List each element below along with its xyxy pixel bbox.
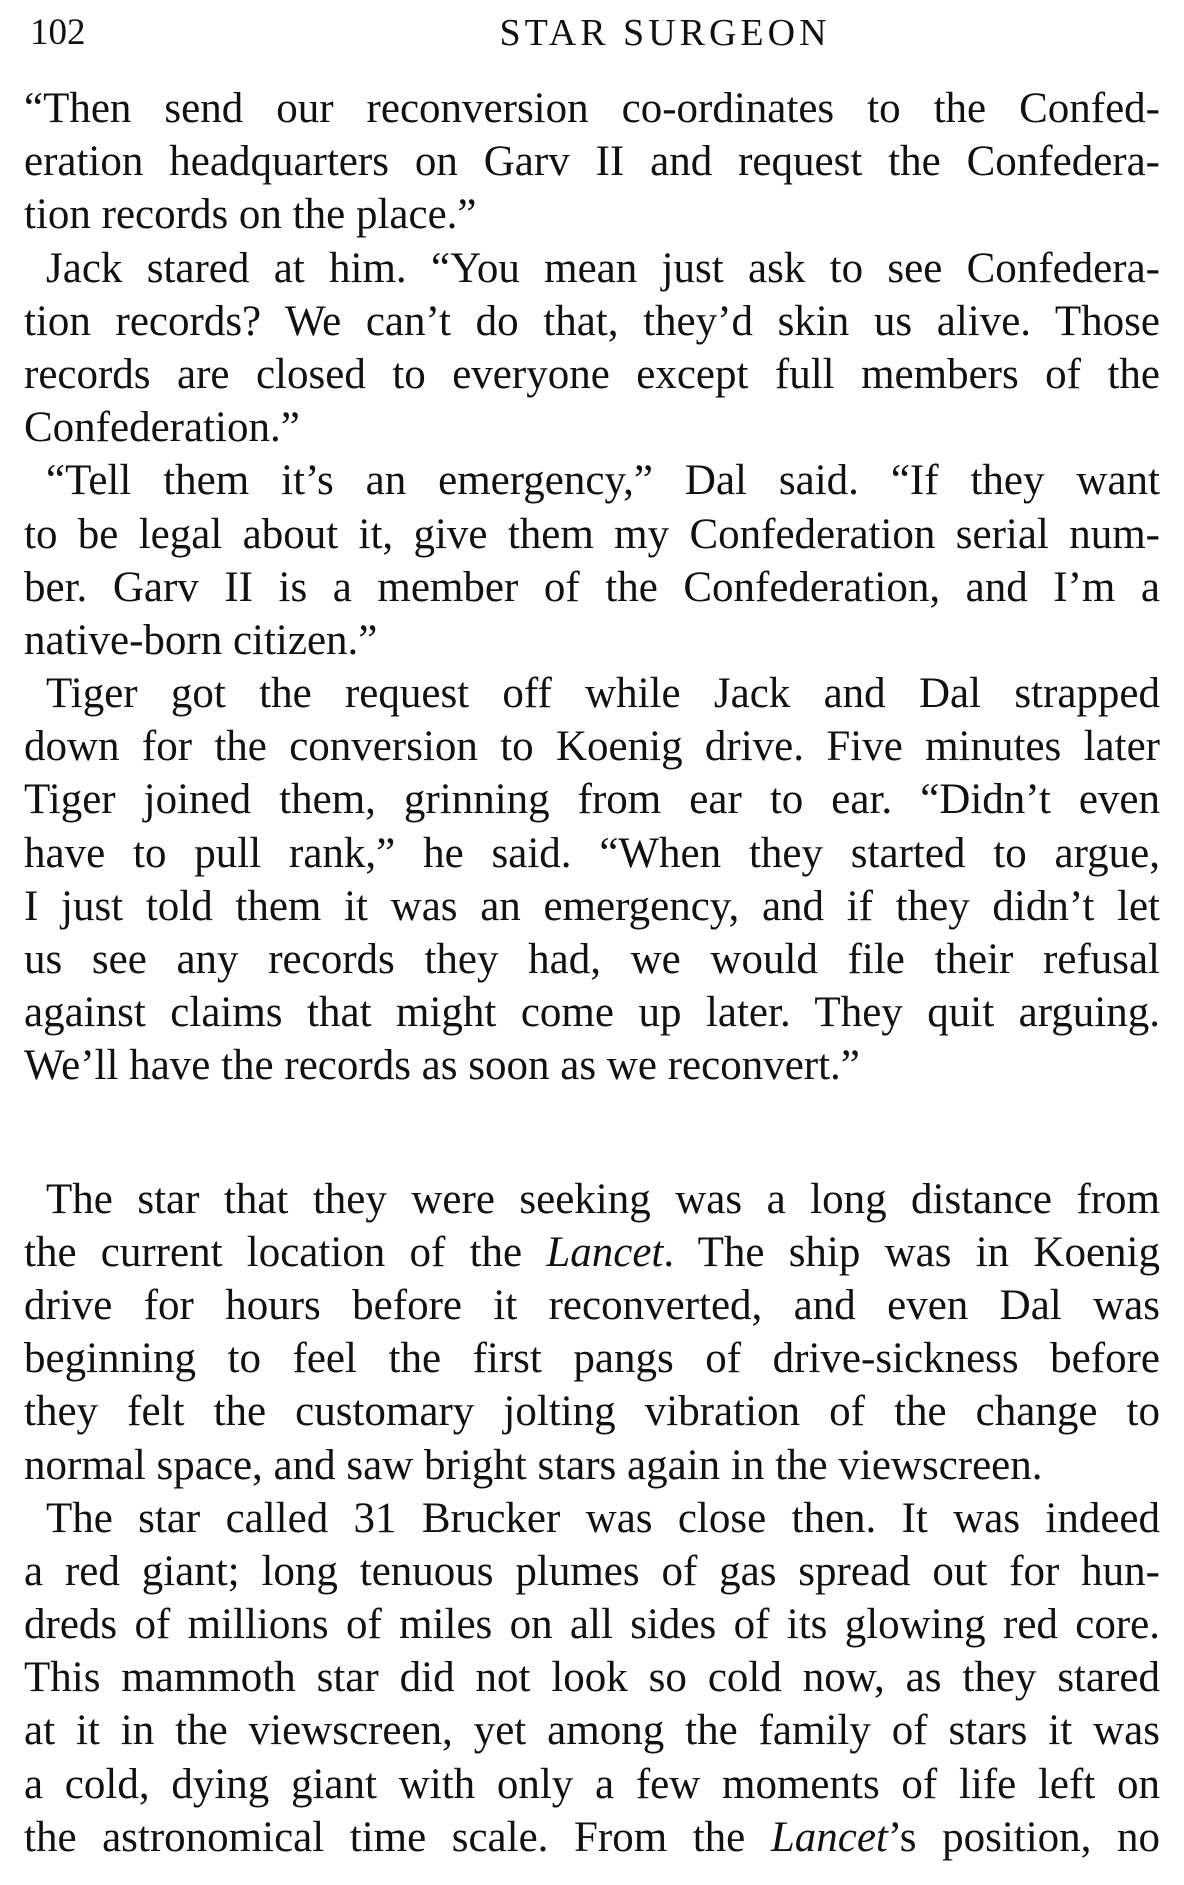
text-line: tion records? We can’t do that, they’d skin us alive. Those — [24, 297, 1160, 345]
paragraph-6 — [24, 1492, 1160, 1864]
text-line: Tiger got the request off while Jack and Dal strapped — [46, 670, 1160, 718]
ship-name-italic: Lancet — [770, 1813, 888, 1861]
paragraph-5 — [24, 1173, 1160, 1492]
text-line: eration headquarters on Garv II and request the Confedera- — [24, 138, 1160, 186]
text-line: at it in the viewscreen, yet among the family of stars it was — [24, 1707, 1160, 1755]
text-line: normal space, and saw bright stars again in the viewscreen. — [24, 1441, 1043, 1489]
text-line: drive for hours before it reconverted, and even Dal was — [24, 1281, 1160, 1329]
text-line: ber. Garv II is a member of the Confederation, and I’m a — [24, 563, 1160, 611]
text-line: a cold, dying giant with only a few moments of life left on — [24, 1760, 1160, 1808]
text-line: against claims that might come up later. They quit arguing. — [24, 989, 1160, 1037]
text-line: “Tell them it’s an emergency,” Dal said. “If they want — [46, 457, 1160, 505]
text-line: they felt the customary jolting vibration of the change to — [24, 1388, 1160, 1436]
text-line: Jack stared at him. “You mean just ask to see Confedera- — [46, 244, 1160, 292]
section-break — [24, 1093, 1160, 1173]
text-line: to be legal about it, give them my Confederation serial num- — [24, 510, 1160, 558]
text-line — [24, 1226, 1160, 1279]
paragraph-2 — [24, 242, 1160, 455]
body-text — [24, 82, 1160, 1864]
text-line: We’ll have the records as soon as we reconvert.” — [24, 1042, 860, 1090]
text-line: have to pull rank,” he said. “When they started to argue, — [24, 829, 1160, 877]
text-line: Tiger joined them, grinning from ear to ear. “Didn’t even — [24, 776, 1160, 824]
text-segment: the astronomical time scale. From the — [24, 1813, 771, 1861]
text-line: The star that they were seeking was a long distance from — [46, 1175, 1160, 1223]
text-line: beginning to feel the first pangs of drive-sickness before — [24, 1335, 1160, 1383]
paragraph-1 — [24, 82, 1160, 242]
text-segment: the current location of the — [24, 1228, 547, 1276]
text-line: us see any records they had, we would file their refusal — [24, 936, 1160, 983]
text-segment: . The ship was in Koenig — [663, 1228, 1160, 1276]
text-line: “Then send our reconversion co-ordinates to the Confed- — [24, 85, 1160, 132]
text-line: dreds of millions of miles on all sides of its glowing red core. — [24, 1601, 1160, 1649]
ship-name-italic: Lancet — [546, 1228, 664, 1276]
running-title: STAR SURGEON — [499, 12, 831, 54]
text-line: tion records on the place.” — [24, 191, 477, 239]
page-header — [30, 8, 1160, 58]
text-line — [24, 1811, 1160, 1864]
text-line: records are closed to everyone except full members of the — [24, 350, 1160, 398]
text-line: Confederation.” — [24, 404, 300, 452]
text-line: a red giant; long tenuous plumes of gas spread out for hun- — [24, 1547, 1160, 1595]
page-number: 102 — [30, 12, 86, 53]
text-line: This mammoth star did not look so cold now, as they stared — [24, 1654, 1160, 1702]
paragraph-3 — [24, 454, 1160, 667]
text-segment: ’s position, no — [887, 1813, 1160, 1861]
text-line: The star called 31 Brucker was close then. It was indeed — [46, 1494, 1160, 1542]
paragraph-4 — [24, 667, 1160, 1093]
text-line: native-born citizen.” — [24, 616, 378, 664]
text-line: down for the conversion to Koenig drive. Five minutes later — [24, 723, 1160, 771]
text-line: I just told them it was an emergency, and if they didn’t let — [24, 882, 1160, 930]
